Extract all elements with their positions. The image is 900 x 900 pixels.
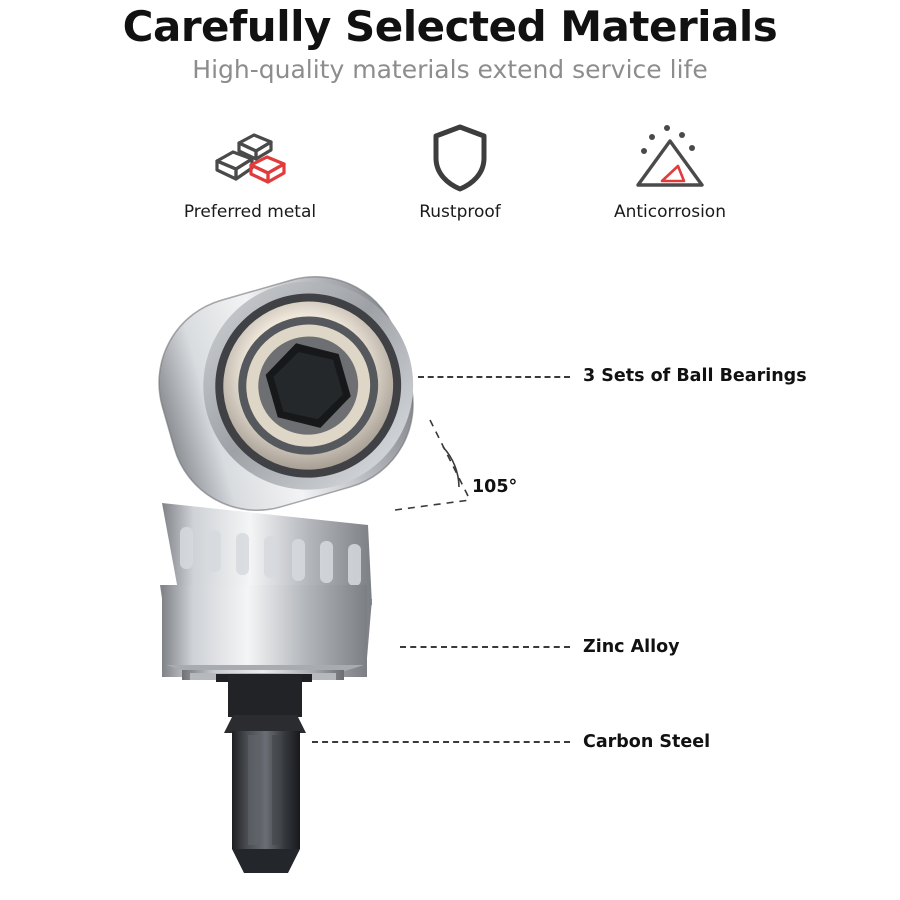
- feature-label: Anticorrosion: [613, 202, 726, 222]
- feature-item-anticorrosion: [570, 118, 770, 222]
- leader-line-carbon-steel: [312, 741, 570, 743]
- feature-item-rustproof: [360, 118, 560, 222]
- feature-label: Rustproof: [419, 202, 501, 222]
- product-image: [120, 255, 480, 875]
- callout-carbon-steel: Carbon Steel: [583, 732, 711, 752]
- page-title: Carefully Selected Materials: [122, 2, 778, 51]
- feature-list: [150, 118, 770, 222]
- callout-ball-bearings: 3 Sets of Ball Bearings: [583, 366, 807, 386]
- feature-item-preferred-metal: [150, 118, 350, 222]
- shield-icon: [360, 118, 560, 198]
- callout-angle: 105°: [472, 477, 518, 497]
- anticorrosion-triangle-icon: [570, 118, 770, 198]
- feature-label: Preferred metal: [183, 202, 317, 222]
- leader-line-zinc-alloy: [400, 646, 570, 648]
- callout-zinc-alloy: Zinc Alloy: [583, 637, 680, 657]
- page-subtitle: High-quality materials extend service life: [192, 55, 708, 84]
- metal-blocks-icon: [150, 118, 350, 198]
- leader-line-ball-bearings: [418, 376, 570, 378]
